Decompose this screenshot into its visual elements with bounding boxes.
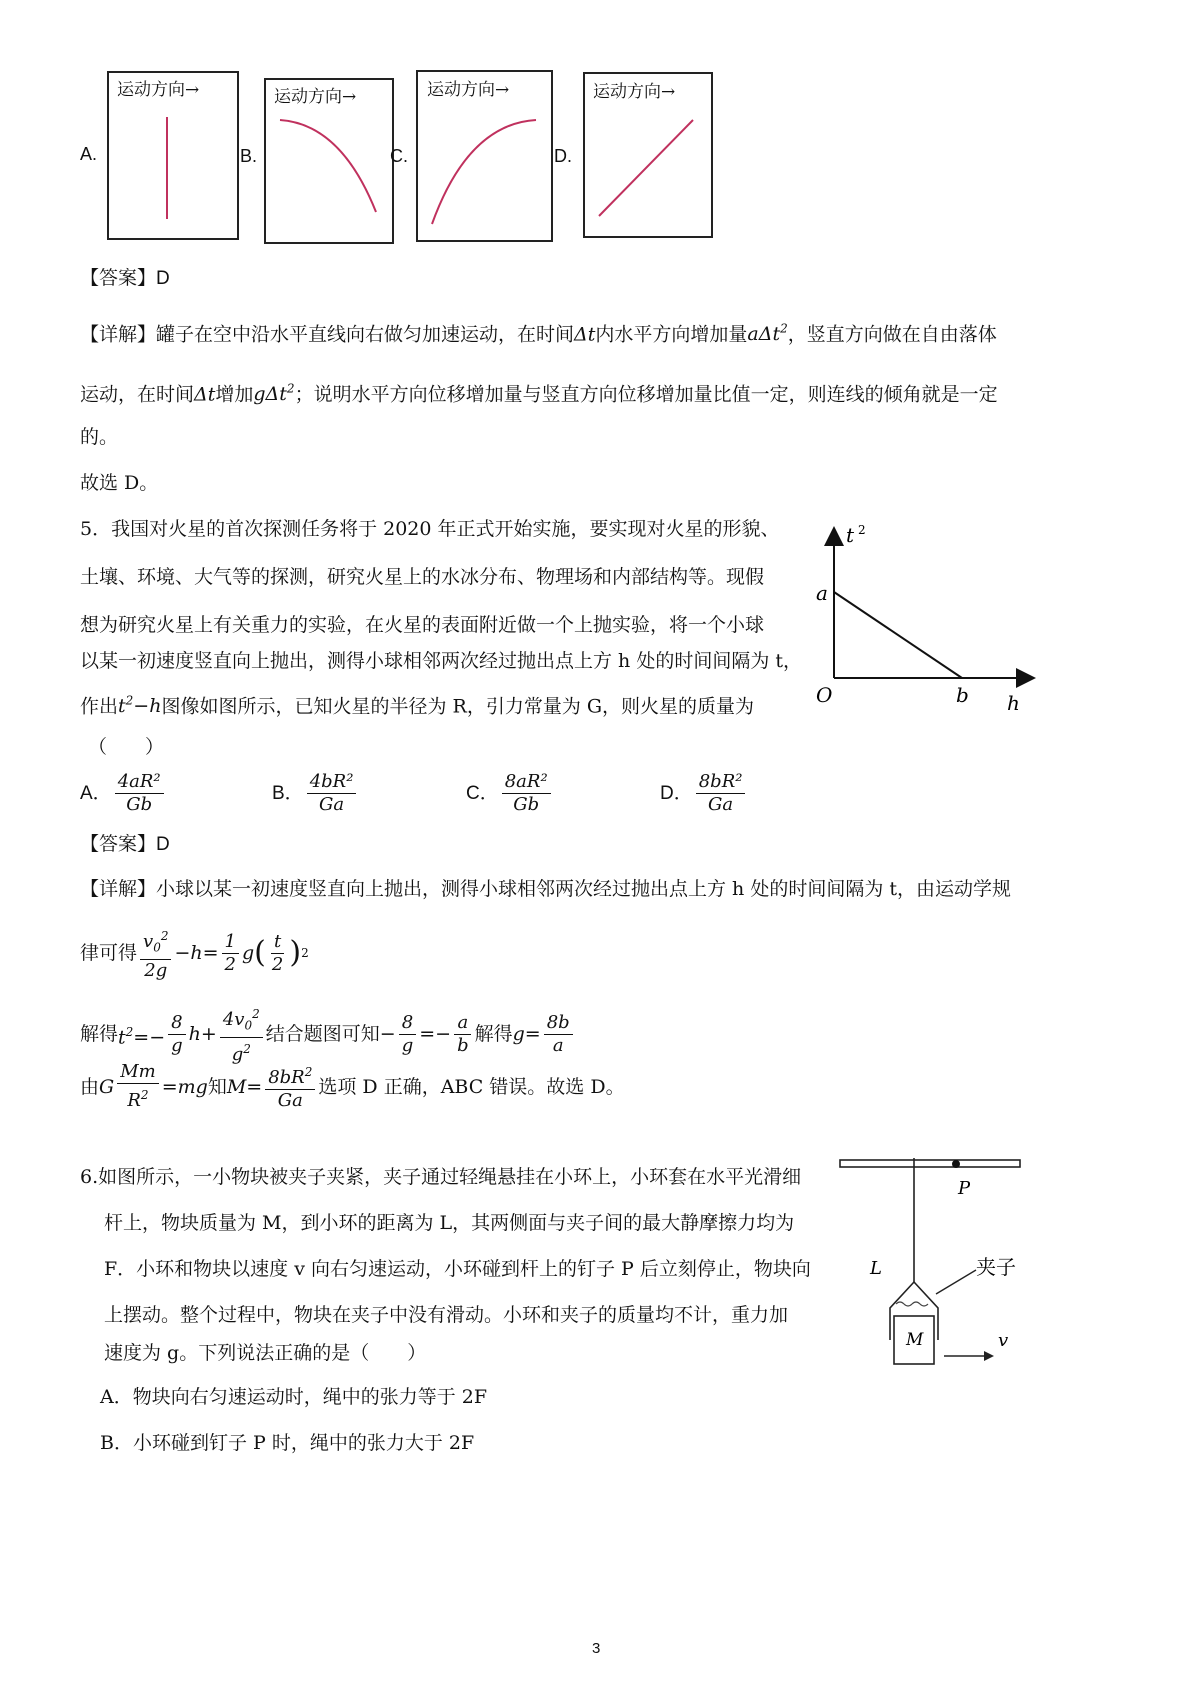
label-l: L [870, 1258, 882, 1279]
q4-option-a-letter: A. [80, 144, 98, 164]
q6-stem-line4: 上摆动。整个过程中，物块在夹子中没有滑动。小环和夹子的质量均不计，重力加 [104, 1304, 789, 1326]
label-p: P [958, 1178, 971, 1199]
q5-option-d: D． $\frac{\text{8bR²}}{Ga}$ [660, 771, 748, 816]
q6-option-b: B．小环碰到钉子 P 时，绳中的张力大于 2F [100, 1432, 475, 1454]
y-axis-label-sup: 2 [858, 523, 866, 537]
q6-pendulum-figure [836, 1154, 1046, 1376]
page-number: 3 [592, 1640, 601, 1657]
label-clip: 夹子 [976, 1255, 1016, 1279]
q6-stem-line1: 6.如图所示，一小物块被夹子夹紧，夹子通过轻绳悬挂在小环上，小环套在水平光滑细 [80, 1166, 802, 1188]
q5-bracket: （ ） [88, 736, 165, 758]
q5-option-a: A． $\frac{\text{4aR²}}{Gb}$ [80, 771, 167, 816]
box-label: 运动方向→ [427, 80, 510, 100]
q5-option-b: B． $\frac{\text{4bR²}}{Ga}$ [272, 771, 359, 816]
q4-option-d-graph [583, 72, 713, 238]
q4-detail-line1: 【详解】罐子在空中沿水平直线向右做匀加速运动，在时间Δt内水平方向增加量aΔt$^2$，竖直方向做在自由落体 [80, 322, 997, 346]
q5-detail-line2: 律可得 $\frac{v_0^2}{2g}$ −h= $\frac{1}{2}$ g ( $\frac{t}{2}$ ) 2 [80, 925, 309, 982]
q6-stem-line3: F．小环和物块以速度 v 向右匀速运动，小环碰到杆上的钉子 P 后立刻停止，物块向 [104, 1258, 811, 1280]
vertical-line-curve [109, 73, 237, 238]
arrow-head-icon [984, 1351, 994, 1361]
intercept-b: b [956, 683, 969, 707]
q4-option-c-graph [416, 70, 553, 242]
straight-diagonal-line [585, 74, 711, 236]
label-v: v [998, 1330, 1009, 1351]
q4-option-b-letter: B. [240, 146, 258, 166]
q5-t2-h-graph [800, 518, 1040, 723]
horizontal-rod [840, 1160, 1020, 1167]
q4-detail-line4: 故选 D。 [80, 472, 159, 494]
box-label: 运动方向→ [593, 82, 676, 102]
q5-stem-line5: 作出$t^2-h$图像如图所示，已知火星的半径为 R，引力常量为 G，则火星的质量为 [80, 694, 755, 718]
q5-option-c: C． $\frac{\text{8aR²}}{Gb}$ [466, 771, 554, 816]
q4-answer: 【答案】D [80, 268, 170, 289]
clip-pointer [936, 1270, 976, 1294]
q6-stem-line2: 杆上，物块质量为 M，到小环的距离为 L，其两侧面与夹子间的最大静摩擦力均为 [104, 1212, 795, 1234]
intercept-a: a [816, 581, 828, 605]
q4-option-c-letter: C. [390, 146, 408, 166]
q5-stem-line2: 土壤、环境、大气等的探测，研究火星上的水冰分布、物理场和内部结构等。现假 [80, 566, 765, 588]
spring-icon [896, 1302, 928, 1306]
q5-stem-line1: 5．我国对火星的首次探测任务将于 2020 年正式开始实施，要实现对火星的形貌、 [80, 518, 780, 540]
q4-option-b-graph [264, 78, 394, 244]
label-m: M [906, 1330, 924, 1350]
origin-label: O [816, 683, 833, 707]
box-label: 运动方向→ [274, 87, 357, 107]
q5-detail-line4: 由 G $\frac{Mm}{R^2}$ =mg 知 M= $\frac{8bR^2}{Ga}$ 选项 D 正确，ABC 错误。故选 D。 [80, 1061, 625, 1111]
nail-p [952, 1160, 960, 1168]
upward-curve [418, 72, 551, 240]
q4-detail-line3: 的。 [80, 426, 119, 448]
downward-curve [266, 80, 392, 242]
box-label: 运动方向→ [117, 80, 200, 100]
q5-stem-line4: 以某一初速度竖直向上抛出，测得小球相邻两次经过抛出点上方 h 处的时间间隔为 t， [80, 650, 802, 672]
q4-option-a-graph [107, 71, 239, 240]
q6-option-a: A．物块向右匀速运动时，绳中的张力等于 2F [100, 1386, 488, 1408]
q5-detail-line3: 解得 $t^2=-$ $\frac{8}{g}$ h+ $\frac{4v_0^2}{g^2}$ 结合题图可知 − $\frac{8}{g}$ =− $\frac{a}{b}$ 解得 g= $\frac{8b}{a}$ [80, 1003, 576, 1066]
graph-line [834, 592, 962, 678]
q5-detail-line1: 【详解】小球以某一初速度竖直向上抛出，测得小球相邻两次经过抛出点上方 h 处的时间间隔为 t，由运动学规 [80, 878, 1011, 900]
q4-detail-line2: 运动，在时间Δt增加gΔt$^2$；说明水平方向位移增加量与竖直方向位移增加量比值一定，则连线的倾角就是一定 [80, 382, 998, 406]
y-axis-label: t [846, 523, 855, 547]
x-axis-label: h [1007, 691, 1020, 715]
q5-answer: 【答案】D [80, 834, 170, 855]
q4-option-d-letter: D. [554, 146, 572, 166]
q5-stem-line3: 想为研究火星上有关重力的实验，在火星的表面附近做一个上抛实验，将一个小球 [80, 614, 765, 636]
q6-stem-line5: 速度为 g。下列说法正确的是（ ） [104, 1342, 427, 1364]
